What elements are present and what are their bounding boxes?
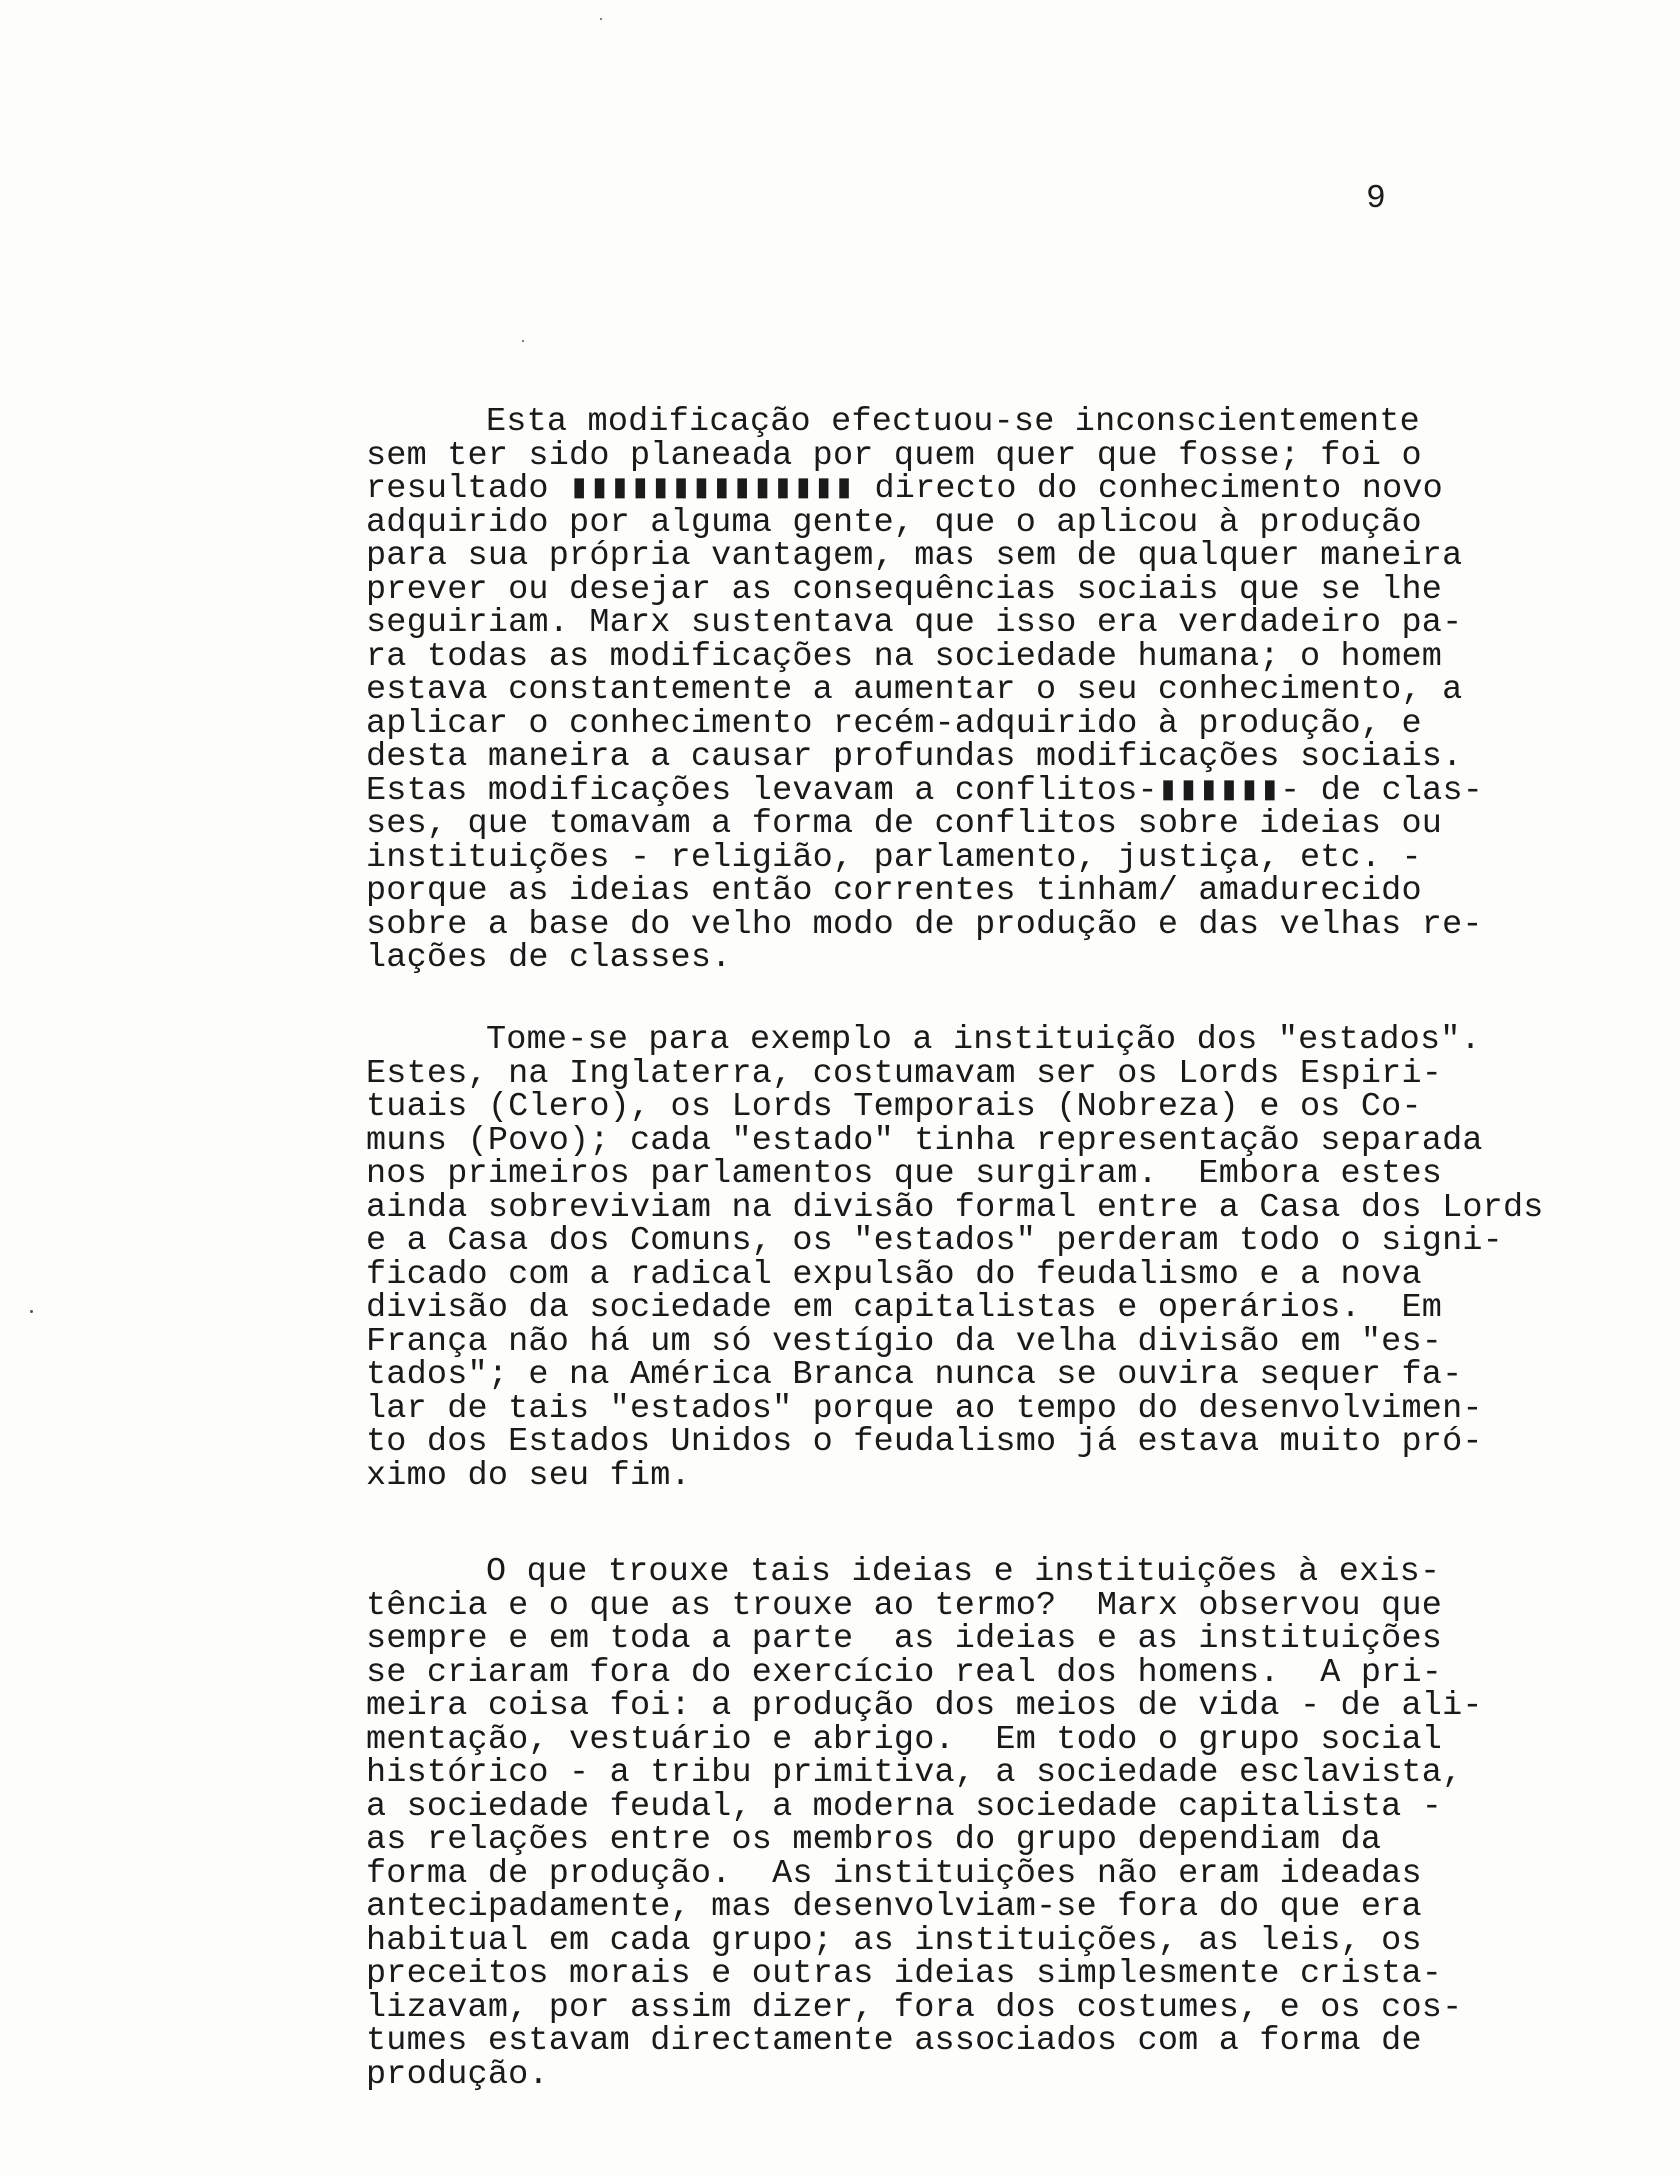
scan-speck (600, 18, 602, 20)
text-line: instituições - religião, parlamento, justiça, etc. - (366, 838, 1422, 877)
text-line: porque as ideias então correntes tinham/ amadurecido (366, 872, 1422, 910)
text-line: habitual em cada grupo; as instituições, as leis, os (366, 1921, 1422, 1960)
text-line: antecipadamente, mas desenvolviam-se fora do que era (366, 1888, 1422, 1926)
text-line: mentação, vestuário e abrigo. Em todo o grupo social (366, 1720, 1443, 1759)
text-line: Estas modificações levavam a conflitos-▮▮▮▮▮▮- de clas- (366, 771, 1484, 810)
text-line: Tome-se para exemplo a instituição dos "estados". (486, 1021, 1481, 1059)
text-line: e a Casa dos Comuns, os "estados" perderam todo o signi- (366, 1222, 1503, 1260)
scan-speck (30, 1310, 33, 1313)
page-number: 9 (1366, 180, 1386, 217)
text-line: forma de produção. As instituições não eram ideadas (366, 1854, 1422, 1893)
text-line: O que trouxe tais ideias e instituições à exis- (486, 1553, 1441, 1591)
text-line: Esta modificação efectuou-se inconscientemente (486, 403, 1420, 441)
text-line: tuais (Clero), os Lords Temporais (Nobreza) e os Co- (366, 1088, 1422, 1126)
paragraph-1 (366, 403, 1546, 977)
paragraph-2 (366, 1021, 1546, 1495)
text-line: ainda sobreviviam na divisão formal entre a Casa dos Lords (366, 1188, 1544, 1227)
text-line: sem ter sido planeada por quem quer que fosse; foi o (366, 436, 1422, 475)
scan-speck (522, 340, 524, 342)
text-line: resultado ▮▮▮▮▮▮▮▮▮▮▮▮▮▮ directo do conhecimento novo (366, 470, 1443, 508)
text-line: desta maneira a causar profundas modificações sociais. (366, 738, 1463, 776)
text-line: ficado com a radical expulsão do feudalismo e a nova (366, 1255, 1422, 1294)
text-line: muns (Povo); cada "estado" tinha representação separada (366, 1121, 1483, 1160)
text-line: prever ou desejar as consequências sociais que se lhe (366, 570, 1443, 609)
text-line: tência e o que as trouxe ao termo? Marx observou que (366, 1586, 1443, 1625)
text-line: sobre a base do velho modo de produção e das velhas re- (366, 905, 1483, 944)
text-line: ra todas as modificações na sociedade humana; o homem (366, 637, 1443, 676)
text-line: to dos Estados Unidos o feudalismo já estava muito pró- (366, 1423, 1483, 1461)
text-line: meira coisa foi: a produção dos meios de vida - de ali- (366, 1687, 1483, 1725)
text-line: lações de classes. (366, 939, 732, 977)
text-line: lar de tais "estados" porque ao tempo do desenvolvimen- (366, 1389, 1483, 1428)
text-line: se criaram fora do exercício real dos homens. A pri- (366, 1653, 1443, 1692)
text-line: lizavam, por assim dizer, fora dos costumes, e os cos- (366, 1988, 1463, 2027)
text-line: Estes, na Inglaterra, costumavam ser os Lords Espiri- (366, 1054, 1443, 1093)
text-line: França não há um só vestígio da velha divisão em "es- (366, 1322, 1443, 1361)
text-line: ximo do seu fim. (366, 1456, 691, 1495)
text-line: a sociedade feudal, a moderna sociedade capitalista - (366, 1787, 1443, 1826)
text-line: tumes estavam directamente associados com a forma de (366, 2022, 1422, 2060)
text-line: as relações entre os membros do grupo dependiam da (366, 1821, 1382, 1859)
text-line: para sua própria vantagem, mas sem de qualquer maneira (366, 537, 1463, 575)
text-line: divisão da sociedade em capitalistas e operários. Em (366, 1289, 1443, 1327)
text-line: histórico - a tribu primitiva, a sociedade esclavista, (366, 1754, 1463, 1792)
text-line: seguiriam. Marx sustentava que isso era verdadeiro pa- (366, 604, 1463, 642)
text-line: preceitos morais e outras ideias simplesmente crista- (366, 1955, 1443, 1993)
text-line: sempre e em toda a parte as ideias e as instituições (366, 1620, 1443, 1658)
text-line: aplicar o conhecimento recém-adquirido à produção, e (366, 704, 1422, 743)
text-line: estava constantemente a aumentar o seu conhecimento, a (366, 671, 1463, 709)
text-line: adquirido por alguma gente, que o aplicou à produção (366, 503, 1422, 542)
text-line: ses, que tomavam a forma de conflitos sobre ideias ou (366, 805, 1443, 843)
paragraph-3 (366, 1553, 1546, 2094)
text-line: produção. (366, 2055, 549, 2094)
text-line: tados"; e na América Branca nunca se ouvira sequer fa- (366, 1356, 1463, 1394)
text-line: nos primeiros parlamentos que surgiram. Embora estes (366, 1155, 1443, 1193)
